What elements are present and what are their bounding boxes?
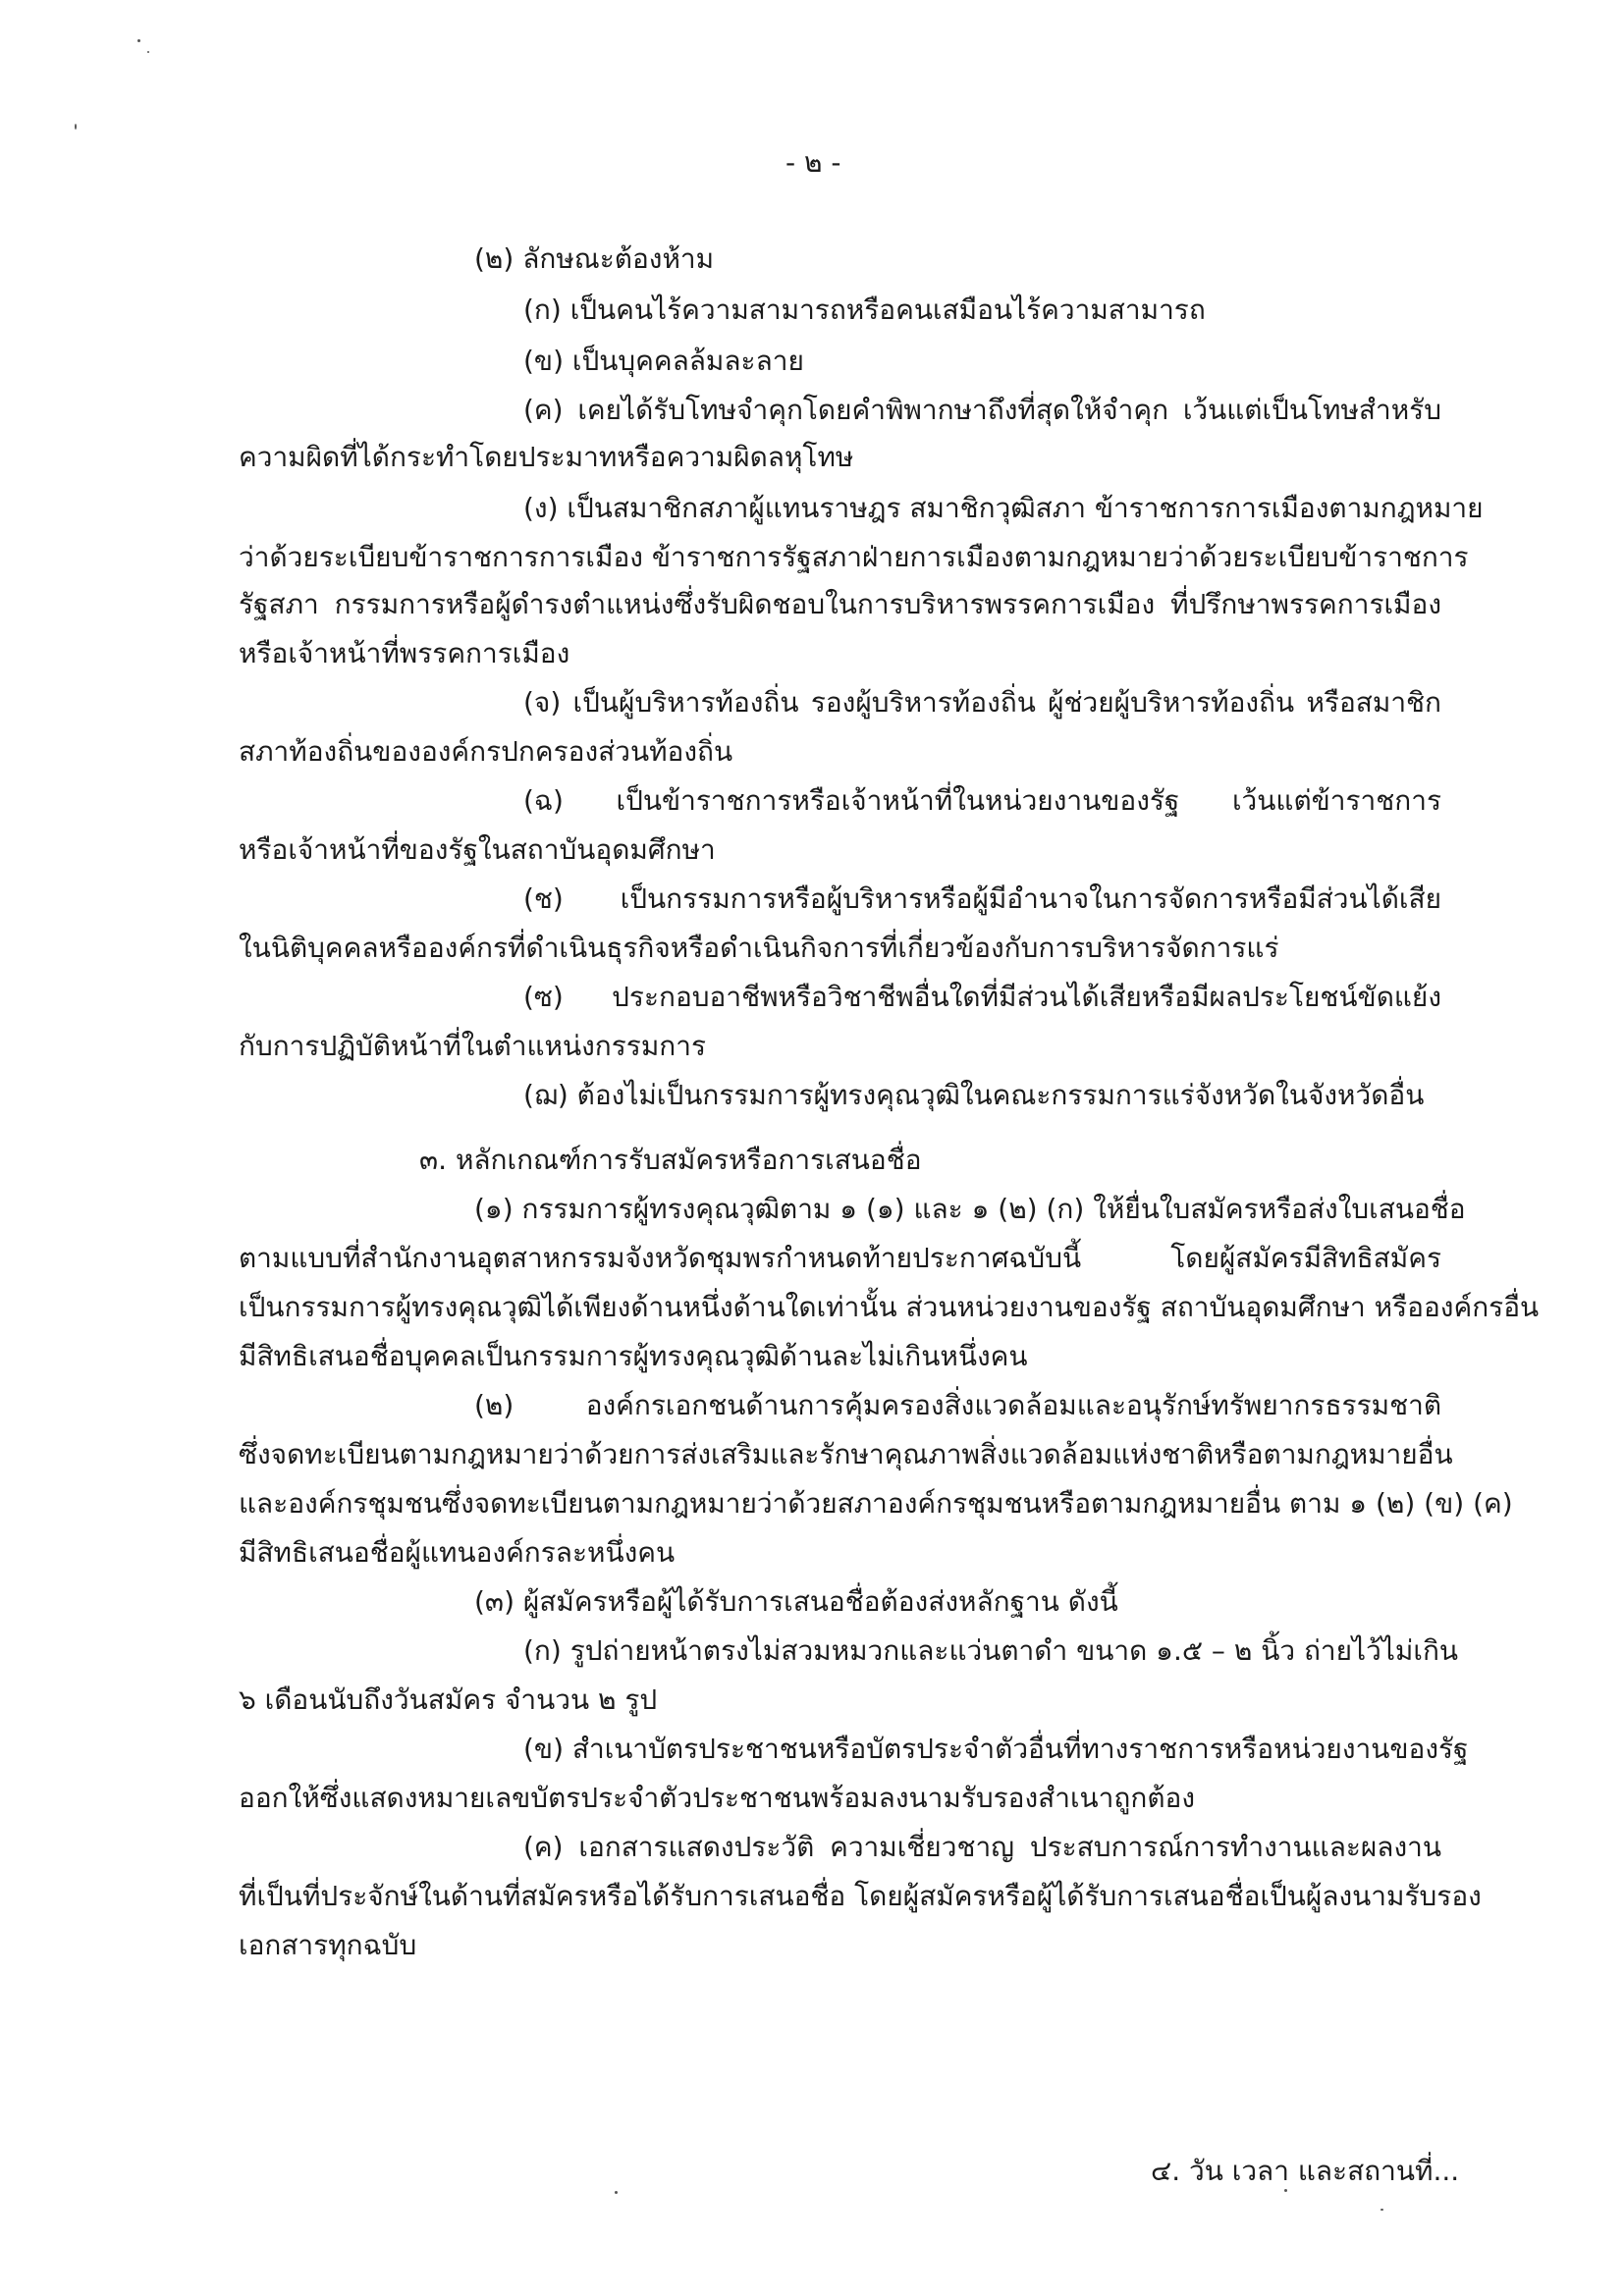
list-item-line: (ข) เป็นบุคคลล้มละลาย (523, 345, 804, 377)
continuation-text: ๔. วัน เวลา และสถานที่... (1151, 2155, 1460, 2187)
list-item-line: (ก) เป็นคนไร้ความสามารถหรือคนเสมือนไร้ความสามารถ (523, 294, 1206, 326)
paragraph-line: ออกให้ซึ่งแสดงหมายเลขบัตรประจำตัวประชาชนพร้อมลงนามรับรองสำเนาถูกต้อง (239, 1782, 1195, 1814)
scan-speck (1284, 2189, 1287, 2192)
section-heading: (๒) ลักษณะต้องห้าม (474, 242, 715, 275)
paragraph-line: ๖ เดือนนับถึงวันสมัคร จำนวน ๒ รูป (239, 1683, 658, 1716)
list-item-line: (จ) เป็นผู้บริหารท้องถิ่น รองผู้บริหารท้องถิ่น ผู้ช่วยผู้บริหารท้องถิ่น หรือสมาชิก (523, 686, 1441, 719)
scan-speck (615, 2191, 618, 2194)
paragraph-line: และองค์กรชุมชนซึ่งจดทะเบียนตามกฎหมายว่าด้วยสภาองค์กรชุมชนหรือตามกฎหมายอื่น ตาม ๑ (๒) (ข) (ค) (239, 1487, 1513, 1520)
list-item-line: ว่าด้วยระเบียบข้าราชการการเมือง ข้าราชการรัฐสภาฝ่ายการเมืองตามกฎหมายว่าด้วยระเบียบข้าราชการ (239, 541, 1469, 573)
list-item-line: ในนิติบุคคลหรือองค์กรที่ดำเนินธุรกิจหรือดำเนินกิจการที่เกี่ยวข้องกับการบริหารจัดการแร่ (239, 932, 1279, 964)
paragraph-line: (ก) รูปถ่ายหน้าตรงไม่สวมหมวกและแว่นตาดำ ขนาด ๑.๕ – ๒ นิ้ว ถ่ายไว้ไม่เกิน (523, 1634, 1459, 1667)
list-item-line: กับการปฏิบัติหน้าที่ในตำแหน่งกรรมการ (239, 1030, 706, 1062)
scan-speck (137, 39, 140, 42)
paragraph-line: (๓) ผู้สมัครหรือผู้ได้รับการเสนอชื่อต้องส่งหลักฐาน ดังนี้ (474, 1585, 1118, 1618)
paragraph-line: (๑) กรรมการผู้ทรงคุณวุฒิตาม ๑ (๑) และ ๑ (๒) (ก) ให้ยื่นใบสมัครหรือส่งใบเสนอชื่อ (474, 1193, 1466, 1225)
paragraph-line: ตามแบบที่สำนักงานอุตสาหกรรมจังหวัดชุมพรกำหนดท้ายประกาศฉบับนี้ โดยผู้สมัครมีสิทธิสมัคร (239, 1242, 1441, 1274)
list-item-line: (ซ) ประกอบอาชีพหรือวิชาชีพอื่นใดที่มีส่วนได้เสียหรือมีผลประโยชน์ขัดแย้ง (523, 981, 1441, 1013)
list-item-line: (ง) เป็นสมาชิกสภาผู้แทนราษฎร สมาชิกวุฒิสภา ข้าราชการการเมืองตามกฎหมาย (523, 492, 1484, 524)
list-item-line: สภาท้องถิ่นขององค์กรปกครองส่วนท้องถิ่น (239, 735, 733, 768)
paragraph-line: มีสิทธิเสนอชื่อบุคคลเป็นกรรมการผู้ทรงคุณวุฒิด้านละไม่เกินหนึ่งคน (239, 1340, 1028, 1372)
list-item-line: หรือเจ้าหน้าที่พรรคการเมือง (239, 637, 570, 669)
page-number: - ๒ - (785, 146, 841, 179)
scan-speck (147, 51, 149, 53)
paragraph-line: ที่เป็นที่ประจักษ์ในด้านที่สมัครหรือได้รับการเสนอชื่อ โดยผู้สมัครหรือผู้ได้รับการเสนอชื่อเป็นผู้ลงนามรับรอง (239, 1880, 1482, 1912)
list-item-line: ความผิดที่ได้กระทำโดยประมาทหรือความผิดลหุโทษ (239, 441, 854, 473)
section-heading: ๓. หลักเกณฑ์การรับสมัครหรือการเสนอชื่อ (419, 1144, 922, 1176)
list-item-line: (ค) เคยได้รับโทษจำคุกโดยคำพิพากษาถึงที่สุดให้จำคุก เว้นแต่เป็นโทษสำหรับ (523, 394, 1441, 426)
list-item-line: (ฌ) ต้องไม่เป็นกรรมการผู้ทรงคุณวุฒิในคณะกรรมการแร่จังหวัดในจังหวัดอื่น (523, 1079, 1425, 1111)
paragraph-line: (๒) องค์กรเอกชนด้านการคุ้มครองสิ่งแวดล้อมและอนุรักษ์ทรัพยากรธรรมชาติ (474, 1389, 1441, 1421)
paragraph-line: มีสิทธิเสนอชื่อผู้แทนองค์กรละหนึ่งคน (239, 1536, 676, 1569)
scan-speck (1380, 2209, 1383, 2211)
paragraph-line: เป็นกรรมการผู้ทรงคุณวุฒิได้เพียงด้านหนึ่งด้านใดเท่านั้น ส่วนหน่วยงานของรัฐ สถาบันอุดมศึกษา หรือองค์กรอื่น (239, 1291, 1540, 1323)
list-item-line: รัฐสภา กรรมการหรือผู้ดำรงตำแหน่งซึ่งรับผิดชอบในการบริหารพรรคการเมือง ที่ปรึกษาพรรคการเมือง (239, 588, 1441, 620)
scan-speck (75, 124, 77, 130)
list-item-line: หรือเจ้าหน้าที่ของรัฐในสถาบันอุดมศึกษา (239, 833, 716, 866)
paragraph-line: เอกสารทุกฉบับ (239, 1929, 417, 1961)
paragraph-line: (ค) เอกสารแสดงประวัติ ความเชี่ยวชาญ ประสบการณ์การทำงานและผลงาน (523, 1831, 1441, 1863)
paragraph-line: ซึ่งจดทะเบียนตามกฎหมายว่าด้วยการส่งเสริมและรักษาคุณภาพสิ่งแวดล้อมแห่งชาติหรือตามกฎหมายอื่น (239, 1438, 1453, 1470)
list-item-line: (ช) เป็นกรรมการหรือผู้บริหารหรือผู้มีอำนาจในการจัดการหรือมีส่วนได้เสีย (523, 882, 1441, 915)
list-item-line: (ฉ) เป็นข้าราชการหรือเจ้าหน้าที่ในหน่วยงานของรัฐ เว้นแต่ข้าราชการ (523, 784, 1441, 817)
paragraph-line: (ข) สำเนาบัตรประชาชนหรือบัตรประจำตัวอื่นที่ทางราชการหรือหน่วยงานของรัฐ (523, 1733, 1469, 1765)
